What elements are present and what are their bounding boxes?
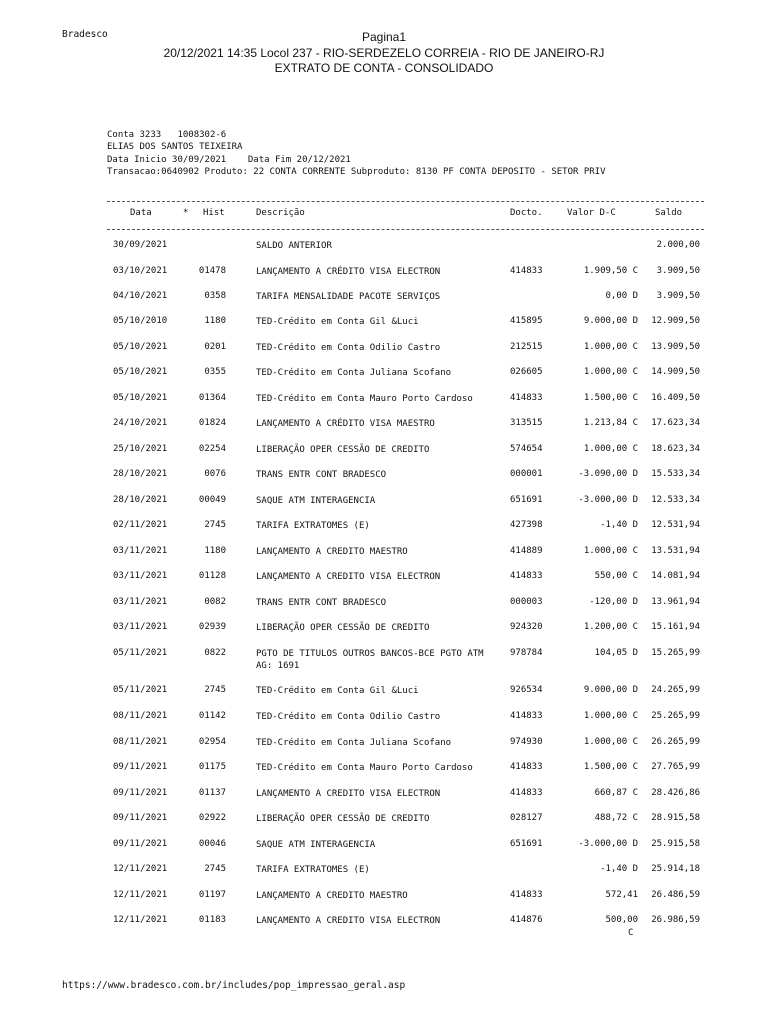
row-description: PGTO DE TITULOS OUTROS BANCOS-BCE PGTO ATM AG: 1691 [256,649,484,671]
row-document: 414833 [510,266,543,276]
row-balance: 2.000,00 [656,240,700,250]
row-description: TED-Crédito em Conta Gil &Luci [256,686,419,696]
row-value: 1.500,00 C [583,762,638,772]
row-balance: 28.915,58 [651,813,700,823]
row-description: TED-Crédito em Conta Odilio Castro [256,712,441,722]
row-document: 212515 [510,342,543,352]
row-hist-code: 0201 [204,342,226,352]
row-value: 1.000,00 C [583,546,638,556]
row-balance: 18.623,34 [651,444,700,454]
row-value: 9.000,00 D [583,685,638,695]
row-document: 414833 [510,788,543,798]
row-document: 415895 [510,316,543,326]
row-document: 414833 [510,711,543,721]
row-date: 04/10/2021 [113,291,168,301]
row-date: 08/11/2021 [113,711,168,721]
transaction-product: Transacao:0640902 Produto: 22 CONTA CORRENTE Subproduto: 8130 PF CONTA DEPOSITO - SETOR PRIV [107,166,606,177]
row-document: 028127 [510,813,543,823]
row-value: 1.000,00 C [583,444,638,454]
row-balance: 16.409,50 [651,393,700,403]
row-balance: 26.486,59 [651,890,700,900]
row-date: 24/10/2021 [113,418,168,428]
account-info [107,129,606,178]
table-header-divider [107,229,704,230]
row-hist-code: 01137 [198,788,226,798]
row-description: LANÇAMENTO A CREDITO VISA ELECTRON [256,572,441,582]
row-document: 414833 [510,762,543,772]
row-hist-code: 0082 [204,597,226,607]
page-number: Pagina1 [361,30,407,44]
column-header-hist: Hist [203,208,225,218]
row-balance: 3.909,50 [656,266,700,276]
row-document: 026605 [510,367,543,377]
row-balance: 14.081,94 [651,571,700,581]
row-description: SAQUE ATM INTERAGENCIA [256,840,376,850]
row-hist-code: 01142 [198,711,226,721]
row-description: LANÇAMENTO A CREDITO MAESTRO [256,547,408,557]
row-date: 02/11/2021 [113,520,168,530]
row-description: LANÇAMENTO A CREDITO MAESTRO [256,891,408,901]
row-date: 09/11/2021 [113,788,168,798]
row-value: 550,00 C [594,571,638,581]
row-balance: 28.426,86 [651,788,700,798]
row-document: 000003 [510,597,543,607]
row-description: SAQUE ATM INTERAGENCIA [256,496,376,506]
row-hist-code: 02254 [198,444,226,454]
row-balance: 13.909,50 [651,342,700,352]
row-description: TED-Crédito em Conta Juliana Scofano [256,368,452,378]
row-description: TRANS ENTR CONT BRADESCO [256,598,387,608]
row-hist-code: 01197 [198,890,226,900]
row-document: 414833 [510,571,543,581]
row-value: 572,41 [605,890,638,900]
row-balance: 24.265,99 [651,685,700,695]
row-date: 28/10/2021 [113,469,168,479]
row-value: -120,00 D [589,597,638,607]
row-value: 104,05 D [594,648,638,658]
row-document: 974930 [510,737,543,747]
row-balance: 15.533,34 [651,469,700,479]
page-header [0,30,768,77]
row-document: 427398 [510,520,543,530]
row-date: 03/11/2021 [113,546,168,556]
row-description: SALDO ANTERIOR [256,241,332,251]
row-hist-code: 01824 [198,418,226,428]
row-balance: 12.909,50 [651,316,700,326]
row-balance: 3.909,50 [656,291,700,301]
column-header-value: Valor D-C [567,208,616,218]
row-date: 09/11/2021 [113,839,168,849]
row-value: 1.000,00 C [583,367,638,377]
row-value: 1.213,84 C [583,418,638,428]
table-top-divider [107,201,704,202]
row-description: TED-Crédito em Conta Mauro Porto Cardoso [256,394,473,404]
row-balance: 13.961,94 [651,597,700,607]
row-description: TED-Crédito em Conta Juliana Scofano [256,738,452,748]
row-hist-code: 01175 [198,762,226,772]
row-description: TED-Crédito em Conta Mauro Porto Cardoso [256,763,473,773]
row-description: LIBERAÇÃO OPER CESSÃO DE CREDITO [256,623,430,633]
row-date: 09/11/2021 [113,813,168,823]
row-value: 1.500,00 C [583,393,638,403]
header-date-location: 20/12/2021 14:35 Locol 237 - RIO-SERDEZELO CORREIA - RIO DE JANEIRO-RJ [163,45,605,60]
row-date: 05/10/2021 [113,393,168,403]
row-balance: 26.265,99 [651,737,700,747]
row-document: 414876 [510,915,543,925]
row-balance: 15.265,99 [651,648,700,658]
row-balance: 17.623,34 [651,418,700,428]
row-value: 1.000,00 C [583,342,638,352]
row-date: 25/10/2021 [113,444,168,454]
row-hist-code: 01183 [198,915,226,925]
row-value: 1.200,00 C [583,622,638,632]
row-value: -1,40 D [600,520,638,530]
row-hist-code: 0355 [204,367,226,377]
row-balance: 25.915,58 [651,839,700,849]
row-hist-code: 01364 [198,393,226,403]
row-balance: 27.765,99 [651,762,700,772]
row-description: TED-Crédito em Conta Gil &Luci [256,317,419,327]
row-balance: 25.914,18 [651,864,700,874]
row-value: 1.909,50 C [583,266,638,276]
column-header-document: Docto. [510,208,543,218]
row-hist-code: 00046 [198,839,226,849]
row-document: 924320 [510,622,543,632]
row-balance: 15.161,94 [651,622,700,632]
row-hist-code: 1180 [204,316,226,326]
row-hist-code: 00049 [198,495,226,505]
row-hist-code: 0358 [204,291,226,301]
row-description: LANÇAMENTO A CREDITO VISA ELECTRON [256,789,441,799]
row-balance: 14.909,50 [651,367,700,377]
row-balance: 12.531,94 [651,520,700,530]
row-hist-code: 01128 [198,571,226,581]
column-header-description: Descrição [256,208,305,218]
row-date: 12/11/2021 [113,890,168,900]
row-value: 1.000,00 C [583,737,638,747]
row-hist-code: 0822 [204,648,226,658]
row-value: -3.000,00 D [578,839,638,849]
row-document: 313515 [510,418,543,428]
row-date: 05/11/2021 [113,685,168,695]
row-date: 12/11/2021 [113,864,168,874]
row-value: 660,87 C [594,788,638,798]
row-hist-code: 1180 [204,546,226,556]
row-description: TRANS ENTR CONT BRADESCO [256,470,387,480]
row-description: TARIFA EXTRATOMES (E) [256,521,370,531]
account-holder: ELIAS DOS SANTOS TEIXEIRA [107,142,243,153]
row-date: 03/11/2021 [113,622,168,632]
row-date: 05/10/2010 [113,316,168,326]
row-value: 488,72 C [594,813,638,823]
brand-name: Bradesco [62,29,108,40]
row-hist-code: 02939 [198,622,226,632]
row-document: 414889 [510,546,543,556]
row-value: 500,00 [605,915,638,925]
row-balance: 13.531,94 [651,546,700,556]
row-hist-code: 02922 [198,813,226,823]
row-value: 0,00 D [605,291,638,301]
row-document: 651691 [510,495,543,505]
row-date: 08/11/2021 [113,737,168,747]
row-description: LANÇAMENTO A CRÉDITO VISA MAESTRO [256,419,435,429]
row-date: 05/10/2021 [113,342,168,352]
row-description: TARIFA EXTRATOMES (E) [256,865,370,875]
trailing-credit-mark: C [628,928,634,938]
row-hist-code: 2745 [204,520,226,530]
footer-url: https://www.bradesco.com.br/includes/pop_impressao_geral.asp [62,980,406,991]
row-hist-code: 02954 [198,737,226,747]
row-date: 03/11/2021 [113,597,168,607]
row-description: LIBERAÇÃO OPER CESSÃO DE CREDITO [256,814,430,824]
column-header-date: Data [130,208,152,218]
row-hist-code: 2745 [204,685,226,695]
column-header-star: * [183,208,189,218]
row-document: 651691 [510,839,543,849]
row-hist-code: 2745 [204,864,226,874]
row-description: TARIFA MENSALIDADE PACOTE SERVIÇOS [256,292,441,302]
statement-period: Data Inicio 30/09/2021 Data Fim 20/12/2021 [107,154,351,165]
account-number: Conta 3233 1008302-6 [107,130,227,140]
row-description: LANÇAMENTO A CRÉDITO VISA ELECTRON [256,267,441,277]
row-value: -3.090,00 D [578,469,638,479]
row-hist-code: 01478 [198,266,226,276]
row-description: TED-Crédito em Conta Odilio Castro [256,343,441,353]
row-document: 574654 [510,444,543,454]
row-date: 09/11/2021 [113,762,168,772]
statement-title: EXTRATO DE CONTA - CONSOLIDADO [274,61,494,75]
row-document: 926534 [510,685,543,695]
row-value: 1.000,00 C [583,711,638,721]
row-date: 28/10/2021 [113,495,168,505]
row-balance: 12.533,34 [651,495,700,505]
row-value: -3.000,00 D [578,495,638,505]
row-date: 03/10/2021 [113,266,168,276]
row-balance: 26.986,59 [651,915,700,925]
row-document: 414833 [510,393,543,403]
row-value: -1,40 D [600,864,638,874]
row-date: 03/11/2021 [113,571,168,581]
row-hist-code: 0076 [204,469,226,479]
row-balance: 25.265,99 [651,711,700,721]
row-date: 30/09/2021 [113,240,168,250]
row-date: 12/11/2021 [113,915,168,925]
row-document: 978784 [510,648,543,658]
row-document: 414833 [510,890,543,900]
row-date: 05/11/2021 [113,648,168,658]
column-header-balance: Saldo [655,208,683,218]
row-description: LIBERAÇÃO OPER CESSÃO DE CREDITO [256,445,430,455]
row-document: 000001 [510,469,543,479]
row-date: 05/10/2021 [113,367,168,377]
row-value: 9.000,00 D [583,316,638,326]
row-description: LANÇAMENTO A CREDITO VISA ELECTRON [256,916,441,926]
